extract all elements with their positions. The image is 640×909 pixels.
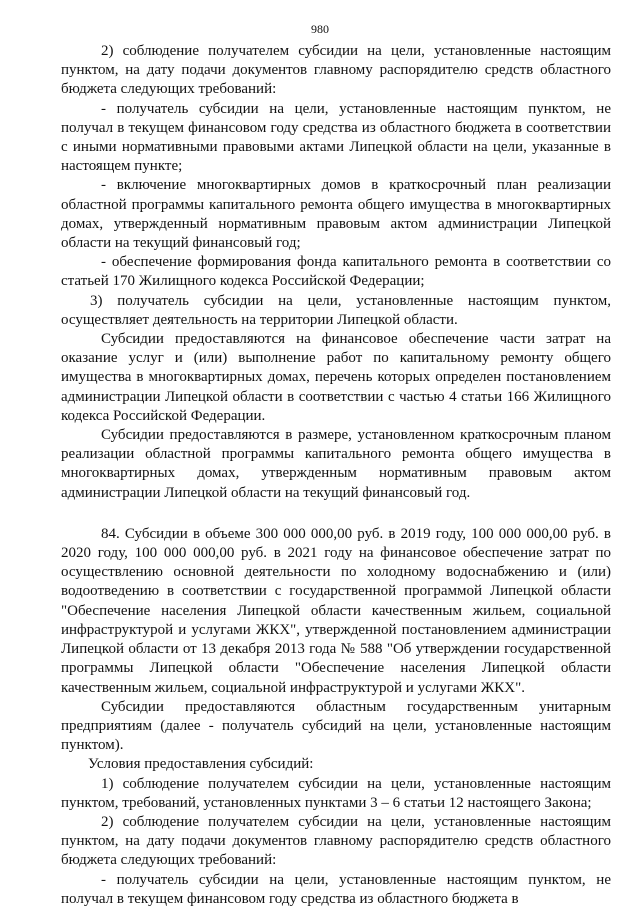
paragraph: - обеспечение формирования фонда капитального ремонта в соответствии со статьей 170 Жилищного кодекса Российской Федерации; [61, 254, 611, 290]
paragraph: - получатель субсидии на цели, установленные настоящим пунктом, не получал в текущем финансовом году средства из областного бюджета в [61, 871, 611, 907]
paragraph: 2) соблюдение получателем субсидии на цели, установленные настоящим пунктом, на дату подачи документов главному распорядителю средств областного бюджета следующих требований: [61, 813, 611, 869]
section-gap [61, 503, 611, 525]
paragraph: 84. Субсидии в объеме 300 000 000,00 руб. в 2019 году, 100 000 000,00 руб. в 2020 году, 100 000 000,00 руб. в 2021 году на финансовое обеспечение затрат по осуществлению основной деятельности по холодному водоснабжению и (или) водоотведению в соответствии с государственной программой Липецкой области "Обеспечение населения Липецкой области качественным жильем, социальной инфраструктурой и услугами ЖКХ", утвержденной постановлением администрации Липецкой области от 13 декабря 2013 года № 588 "Об утверждении государственной программы Липецкой области "Обеспечение населения Липецкой области качественным жильем, социальной инфраструктурой и услугами ЖКХ". [61, 525, 611, 696]
page-number: 980 [311, 22, 329, 36]
paragraph: Субсидии предоставляются на финансовое обеспечение части затрат на оказание услуг и (или) выполнение работ по капитальному ремонту общего имущества в многоквартирных домах, перечень которых определен постановлением администрации Липецкой области в соответствии с частью 4 статьи 166 Жилищного кодекса Российской Федерации. [61, 331, 611, 424]
paragraph: 1) соблюдение получателем субсидии на цели, установленные настоящим пунктом, требований, установленных пунктами 3 – 6 статьи 12 настоящего Закона; [61, 775, 611, 811]
page-content [61, 42, 611, 909]
paragraph: - получатель субсидии на цели, установленные настоящим пунктом, не получал в текущем финансовом году средства из областного бюджета в соответствии с иными нормативными правовыми актами Липецкой области на цели, указанные в настоящем пункте; [61, 100, 611, 175]
paragraph: 2) соблюдение получателем субсидии на цели, установленные настоящим пунктом, на дату подачи документов главному распорядителю средств областного бюджета следующих требований: [61, 43, 611, 98]
paragraph: 3) получатель субсидии на цели, установленные настоящим пунктом, осуществляет деятельность на территории Липецкой области. [61, 292, 611, 328]
paragraph: - включение многоквартирных домов в краткосрочный план реализации областной программы капитального ремонта общего имущества в многоквартирных домах, утвержденный нормативным правовым актом администрации Липецкой области на текущий финансовый год; [61, 177, 611, 252]
paragraph: Субсидии предоставляются в размере, установленном краткосрочным планом реализации областной программы капитального ремонта общего имущества в многоквартирных домах, утвержденным нормативным правовым актом администрации Липецкой области на текущий финансовый год. [61, 427, 611, 501]
paragraph: Субсидии предоставляются областным государственным унитарным предприятиям (далее - получатель субсидий на цели, установленные настоящим пунктом). [61, 698, 611, 754]
paragraph: Условия предоставления субсидий: [88, 756, 314, 773]
